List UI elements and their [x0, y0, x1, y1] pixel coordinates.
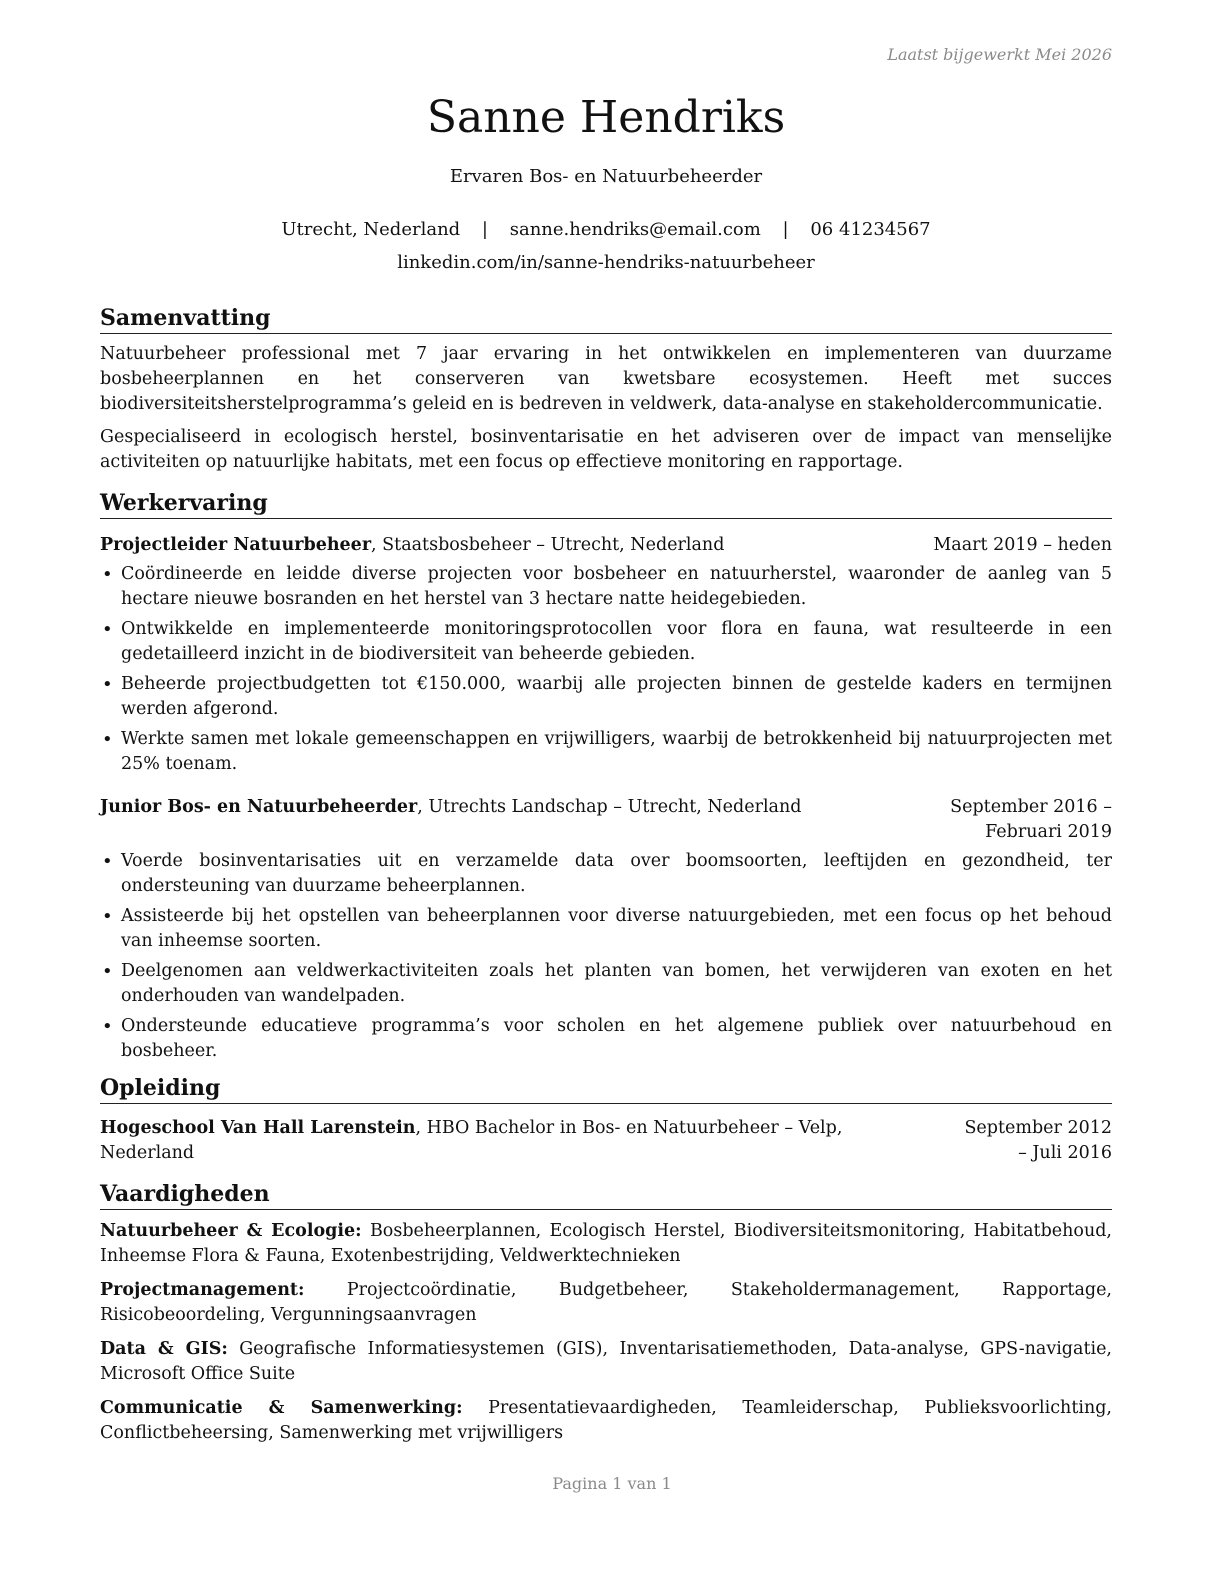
- section-heading-experience: Werkervaring: [100, 489, 1112, 519]
- skill-group-label: Communicatie & Samenwerking:: [100, 1398, 463, 1418]
- education-detail: , HBO Bachelor in Bos- en Natuurbeheer – Velp, Nederland: [100, 1118, 843, 1163]
- job-role: Junior Bos- en Natuurbeheerder: [100, 797, 418, 817]
- job-organization: , Utrechts Landschap – Utrecht, Nederland: [417, 797, 802, 817]
- section-heading-education: Opleiding: [100, 1074, 1112, 1104]
- contact-separator: |: [481, 219, 488, 240]
- education-line: [100, 1116, 870, 1166]
- skill-group-text: Projectcoördinatie, Budgetbeheer, Stakeholdermanagement, Rapportage, Risicobeoordeling, Vergunningsaanvragen: [100, 1280, 1112, 1325]
- candidate-name: Sanne Hendriks: [426, 92, 786, 143]
- experience-section: [100, 489, 1112, 1064]
- job-title-line: [100, 533, 724, 558]
- section-heading-summary: Samenvatting: [100, 304, 1112, 334]
- linkedin-link[interactable]: linkedin.com/in/sanne-hendriks-natuurbeheer: [397, 252, 815, 273]
- list-item: • Voerde bosinventarisaties uit en verzamelde data over boomsoorten, leeftijden en gezondheid, ter ondersteuning van duurzame beheerplannen.: [100, 849, 1112, 899]
- education-entry: [100, 1116, 1112, 1166]
- skill-group: [100, 1219, 1112, 1269]
- education-dates: September 2012 – Juli 2016: [964, 1118, 1112, 1163]
- list-item: • Beheerde projectbudgetten tot €150.000, waarbij alle projecten binnen de gestelde kaders en termijnen werden afgerond.: [100, 672, 1112, 722]
- job-dates: Maart 2019 – heden: [933, 535, 1112, 555]
- last-updated-note: Laatst bijgewerkt Mei 2026: [887, 45, 1112, 64]
- education-section: [100, 1074, 1112, 1166]
- skill-group-text: Bosbeheerplannen, Ecologisch Herstel, Biodiversiteitsmonitoring, Habitatbehoud, Inheemse Flora & Fauna, Exotenbestrijding, Veldwerktechnieken: [100, 1221, 1112, 1266]
- list-item: • Deelgenomen aan veldwerkactiviteiten zoals het planten van bomen, het verwijderen van exoten en het onderhouden van wandelpaden.: [100, 959, 1112, 1009]
- list-item: • Ondersteunde educatieve programma’s voor scholen en het algemene publiek over natuurbehoud en bosbeheer.: [100, 1014, 1112, 1064]
- job-bullets: [100, 562, 1112, 777]
- list-item: • Werkte samen met lokale gemeenschappen en vrijwilligers, waarbij de betrokkenheid bij natuurprojecten met 25% toenam.: [100, 727, 1112, 777]
- job-dates: September 2016 – Februari 2019: [950, 797, 1112, 842]
- skill-group-label: Projectmanagement:: [100, 1280, 305, 1300]
- skill-group-label: Natuurbeheer & Ecologie:: [100, 1221, 362, 1241]
- skill-group: [100, 1396, 1112, 1446]
- skill-group: [100, 1278, 1112, 1328]
- contact-email[interactable]: sanne.hendriks@email.com: [509, 219, 761, 240]
- education-school: Hogeschool Van Hall Larenstein: [100, 1118, 416, 1138]
- summary-paragraph: Gespecialiseerd in ecologisch herstel, bosinventarisatie en het adviseren over de impact van menselijke activiteiten op natuurlijke habitats, met een focus op effectieve monitoring en rapportage.: [100, 427, 1112, 472]
- job-organization: , Staatsbosbeheer – Utrecht, Nederland: [371, 535, 725, 555]
- job-entry: [100, 533, 1112, 777]
- job-header: [100, 795, 1112, 845]
- summary-paragraph: Natuurbeheer professional met 7 jaar ervaring in het ontwikkelen en implementeren van duurzame bosbeheerplannen en het conserveren van kwetsbare ecosystemen. Heeft met succes biodiversiteitsherstelprogramma’s geleid en is bedreven in veldwerk, data-analyse en stakeholdercommunicatie.: [100, 344, 1112, 414]
- summary-section: [100, 304, 1112, 475]
- skills-section: [100, 1180, 1112, 1446]
- list-item: • Coördineerde en leidde diverse projecten voor bosbeheer en natuurherstel, waaronder de aanleg van 5 hectare nieuwe bosranden en het herstel van 3 hectare natte heidegebieden.: [100, 562, 1112, 612]
- section-heading-skills: Vaardigheden: [100, 1180, 1112, 1210]
- contact-location: Utrecht, Nederland: [281, 219, 461, 240]
- contact-separator: |: [782, 219, 789, 240]
- job-bullets: [100, 849, 1112, 1064]
- list-item: • Ontwikkelde en implementeerde monitoringsprotocollen voor flora en fauna, wat resulteerde in een gedetailleerd inzicht in de biodiversiteit van beheerde gebieden.: [100, 617, 1112, 667]
- contact-line: [100, 219, 1112, 240]
- skill-group-text: Presentatievaardigheden, Teamleiderschap, Publieksvoorlichting, Conflictbeheersing, Samenwerking met vrijwilligers: [100, 1398, 1112, 1443]
- job-header: [100, 533, 1112, 558]
- job-entry: [100, 795, 1112, 1064]
- resume-content: [100, 304, 1112, 1446]
- candidate-title: Ervaren Bos- en Natuurbeheerder: [449, 166, 763, 187]
- contact-phone[interactable]: 06 41234567: [810, 219, 931, 240]
- job-title-line: [100, 795, 801, 845]
- page-number: Pagina 1 van 1: [552, 1474, 672, 1493]
- list-item: • Assisteerde bij het opstellen van beheerplannen voor diverse natuurgebieden, met een focus op het behoud van inheemse soorten.: [100, 904, 1112, 954]
- skill-group-label: Data & GIS:: [100, 1339, 228, 1359]
- job-role: Projectleider Natuurbeheer: [100, 535, 372, 555]
- skill-group: [100, 1337, 1112, 1387]
- skill-group-text: Geografische Informatiesystemen (GIS), Inventarisatiemethoden, Data-analyse, GPS-navigatie, Microsoft Office Suite: [100, 1339, 1112, 1384]
